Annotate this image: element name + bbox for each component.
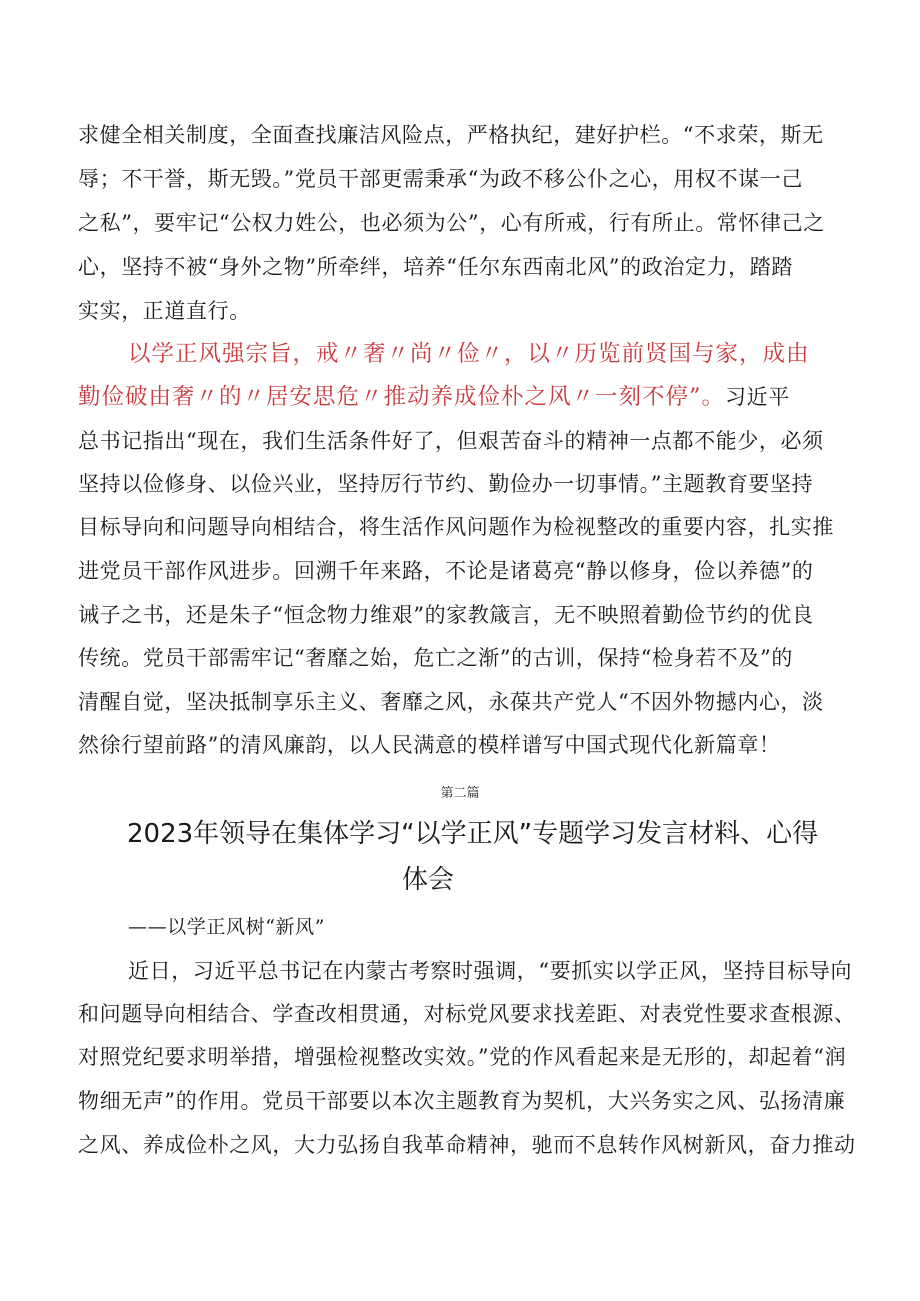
paragraph-1-line-1: 求健全相关制度，全面查找廉洁风险点，严格执纪，建好护栏。“不求荣，斯无 — [78, 123, 824, 147]
paragraph-3-line-2: 和问题导向相结合、学查改相贯通，对标党风要求找差距、对表党性要求查根源、 — [78, 1002, 856, 1026]
paragraph-2-line-8: 传统。党员干部需牢记“奢靡之始，危亡之渐”的古训，保持“检身若不及”的 — [78, 646, 793, 670]
paragraph-3-line-3: 对照党纪要求明举措，增强检视整改实效。”党的作风看起来是无形的，却起着“润 — [78, 1045, 847, 1069]
paragraph-1-line-3: 之私”，要牢记“公权力姓公，也必须为公”，心有所戒，行有所止。常怀律己之 — [78, 211, 825, 235]
paragraph-2-line-2-tail: 习近平 — [725, 385, 790, 409]
document-subtitle: ——以学正风树“新风” — [128, 916, 326, 938]
paragraph-2-line-10: 然徐行望前路”的清风廉韵，以人民满意的模样谱写中国式现代化新篇章！ — [78, 733, 781, 757]
paragraph-1-line-4: 心，坚持不被“身外之物”所牵绊，培养“任尔东西南北风”的政治定力，踏踏 — [78, 255, 793, 279]
section-label: 第二篇 — [440, 786, 480, 801]
paragraph-3-line-4: 物细无声”的作用。党员干部要以本次主题教育为契机，大兴务实之风、弘扬清廉 — [78, 1089, 846, 1113]
paragraph-3-line-1: 近日，习近平总书记在内蒙古考察时强调，“要抓实以学正风，坚持目标导向 — [128, 959, 853, 983]
document-title-line-1: 2023年领导在集体学习“以学正风”专题学习发言材料、心得 — [127, 819, 819, 849]
paragraph-2-line-7: 诫子之书，还是朱子“恒念物力维艰”的家教箴言，无不映照着勤俭节约的优良 — [78, 603, 814, 627]
paragraph-3-line-5: 之风、养成俭朴之风，大力弘扬自我革命精神，驰而不息转作风树新风，奋力推动 — [78, 1133, 856, 1157]
paragraph-2-line-5: 目标导向和问题导向相结合，将生活作风问题作为检视整改的重要内容，扎实推 — [78, 515, 834, 539]
paragraph-1-line-5: 实实，正道直行。 — [78, 299, 251, 323]
paragraph-2-line-4: 坚持以俭修身、以俭兴业，坚持厉行节约、勤俭办一切事情。”主题教育要坚持 — [78, 472, 814, 496]
document-title-line-2: 体会 — [402, 865, 455, 895]
paragraph-2-red-heading-line-1: 以学正风强宗旨，戒〃奢〃尚〃俭〃，以〃历览前贤国与家，成由 — [128, 341, 810, 367]
paragraph-1-line-2: 辱；不干誉，斯无毁。”党员干部更需秉承“为政不移公仆之心，用权不谋一己 — [78, 167, 803, 191]
paragraph-2-line-3: 总书记指出“现在，我们生活条件好了，但艰苦奋斗的精神一点都不能少，必须 — [78, 429, 824, 453]
paragraph-2-red-heading-line-2: 勤俭破由奢〃的〃居安思危〃推动养成俭朴之风〃一刻不停”。 — [78, 384, 726, 410]
paragraph-2-line-6: 进党员干部作风进步。回溯千年来路，不论是诸葛亮“静以修身，俭以养德”的 — [78, 559, 814, 583]
paragraph-2-line-2 — [78, 382, 790, 412]
paragraph-2-line-9: 清醒自觉，坚决抵制享乐主义、奢靡之风，永葆共产党人“不因外物撼内心，淡 — [78, 690, 824, 714]
